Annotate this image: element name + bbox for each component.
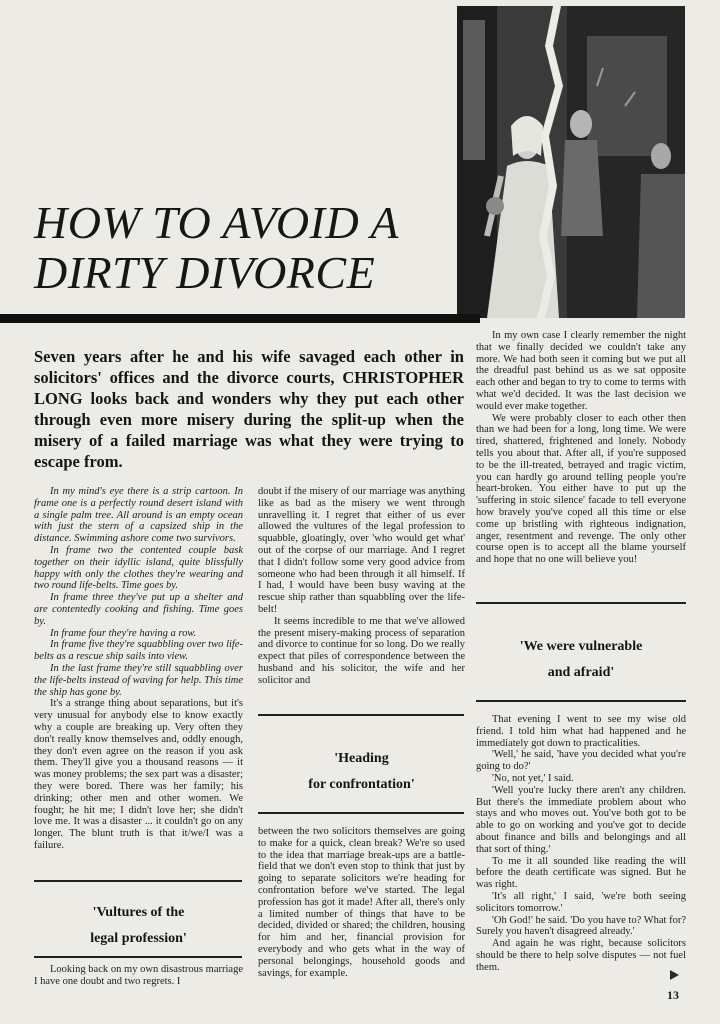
article-headline xyxy=(34,198,454,298)
pullquote-rule-top xyxy=(34,880,242,882)
column-1 xyxy=(34,486,243,852)
column-1-continued xyxy=(34,964,243,988)
column-2-continued xyxy=(258,826,465,979)
paragraph: That evening I went to see my wise old friend. I told him what had happened and he immediately got down to practicalities. xyxy=(476,714,686,749)
pullquote-line: legal profession' xyxy=(90,931,187,946)
continue-arrow-icon xyxy=(670,970,679,980)
pullquote-confrontation xyxy=(258,746,465,798)
paragraph: We were probably closer to each other then than we had been for a long, long time. We were tired, shattered, frightened and lonely. Nobody tells you about that. After all, if you're supposed to be the ill-treated, betrayed and tragic victim, you can hardly go around telling people you're heart-broken. You either have to put up the 'suffering in stoic silence' facade to tell everyone how bravely you've coped all this time or else come up bristling with righteous indignation, anger, resentment and revenge. The only other course open is to accept all the blame yourself and hope that no one will believe you! xyxy=(476,412,686,566)
paragraph: In frame two the contented couple bask together on their idyllic island, quite blissfully happy with only the clothes they're wearing and two round life-belts. Time goes by. xyxy=(34,544,243,592)
paragraph: In frame five they're squabbling over two life-belts as a rescue ship sails into view. xyxy=(34,639,243,663)
pullquote-rule-bottom xyxy=(34,956,242,958)
paragraph: In my mind's eye there is a strip cartoon. In frame one is a perfectly round desert island with a single palm tree. All around is an empty ocean with just the stern of a capsized ship in the distance. Swimming ashore come two survivors. xyxy=(34,486,243,545)
paragraph: In frame three they've put up a shelter and are contentedly cooking and fishing. Time goes by. xyxy=(34,592,243,627)
headline-line-2: DIRTY DIVORCE xyxy=(34,247,376,298)
paragraph: It's a strange thing about separations, but it's very unusual for anybody else to know exactly why a couple are breaking up. Very often they don't really know themselves and, oddly enough, they don't even agree on the reason if you ask them. They'll give you a thousand reasons — it was money problems; the sex part was a disaster; they were bored. There was her family; his drinking; other men and other women. We fought; he hit me; I didn't love her; she didn't love me. It was a disaster ... it couldn't go on any longer. The blunt truth is that it/we/I was a failure. xyxy=(34,698,243,851)
paragraph: In my own case I clearly remember the night that we finally decided we couldn't take any more. We had both seen it coming but we put all the dreadful past behind us as we sat opposite each other and began to try to come to terms with what we'd decided. It was the last decision we would ever make together. xyxy=(476,330,686,412)
paragraph: In frame four they're having a row. xyxy=(50,627,197,639)
paragraph: 'Well,' he said, 'have you decided what you're going to do?' xyxy=(476,749,686,773)
pullquote-vultures xyxy=(34,900,243,952)
page-number: 13 xyxy=(667,988,679,1002)
column-3 xyxy=(476,330,686,566)
paragraph: In the last frame they're still squabbling over the life-belts instead of waving for help. This time the ship has gone by. xyxy=(34,662,243,698)
paragraph: 'It's all right,' I said, 'we're both seeing solicitors tomorrow.' xyxy=(476,890,686,914)
pullquote-rule-top xyxy=(258,714,464,716)
paragraph: It seems incredible to me that we've allowed the present misery-making process of separation and divorce to continue for so long. Do we really expect that piles of correspondence between the husband and his solicitor, the wife and her solicitor and xyxy=(258,615,465,686)
pullquote-rule-bottom xyxy=(258,812,464,814)
pullquote-line: and afraid' xyxy=(547,665,615,680)
paragraph: doubt if the misery of our marriage was anything like as bad as the misery we went through unravelling it. I regret that either of us ever allowed the vultures of the legal profession to squabble, gloatingly, over 'who would get what' out of the corpse of our marriage. And I regret that I didn't follow some very good advice from someone who had been through it all himself. If I had, I would have been busy waving at the rescue ship rather than squabbling over the life-belt! xyxy=(258,486,465,615)
pullquote-rule-bottom xyxy=(476,700,686,702)
wedding-photo xyxy=(457,6,685,318)
pullquote-rule-top xyxy=(476,602,686,604)
pullquote-line: for confrontation' xyxy=(308,777,415,792)
pullquote-vulnerable xyxy=(476,634,686,686)
paragraph: between the two solicitors themselves are going to make for a quick, clean break? We're so used to the idea that marriage break-ups are a battle-field that we don't even stop to think that just by going to separate solicitors we're heading for confrontation before we've started. The legal profession has got it made! After all, there's only a limited number of things that have to be decided, divided or shared; the children, housing for him and her, financial provision for everybody and who gets what in the way of personal belongings, household goods and savings, for example. xyxy=(258,826,465,979)
standfirst: Seven years after he and his wife savaged each other in solicitors' offices and the divorce courts, CHRISTOPHER LONG looks back and wonders why they put each other through even more misery during the split-up when the misery of a failed marriage was what they were trying to escape from. xyxy=(34,347,464,471)
pullquote-line: 'Vultures of the xyxy=(92,905,185,920)
paragraph: 'Well you're lucky there aren't any children. But there's the immediate problem about who stays and who moves out. You've both got to be able to go on working and you've got to decide about finance and bills and belongings and all that sort of thing.' xyxy=(476,784,686,855)
paragraph: 'No, not yet,' I said. xyxy=(492,772,574,784)
headline-rule xyxy=(0,314,480,323)
paragraph: And again he was right, because solicitors should be there to help solve disputes — not fuel them. xyxy=(476,938,686,973)
paragraph: Looking back on my own disastrous marriage I have one doubt and two regrets. I xyxy=(34,964,243,987)
pullquote-line: 'Heading xyxy=(334,751,389,766)
headline-line-1: HOW TO AVOID A xyxy=(34,197,399,248)
paragraph: To me it all sounded like reading the will before the death certificate was signed. But he was right. xyxy=(476,855,686,891)
column-2 xyxy=(258,486,465,687)
paragraph: 'Oh God!' he said. 'Do you have to? What for? Surely you haven't disagreed already.' xyxy=(476,914,686,938)
pullquote-line: 'We were vulnerable xyxy=(519,639,643,654)
column-3-continued xyxy=(476,714,686,974)
